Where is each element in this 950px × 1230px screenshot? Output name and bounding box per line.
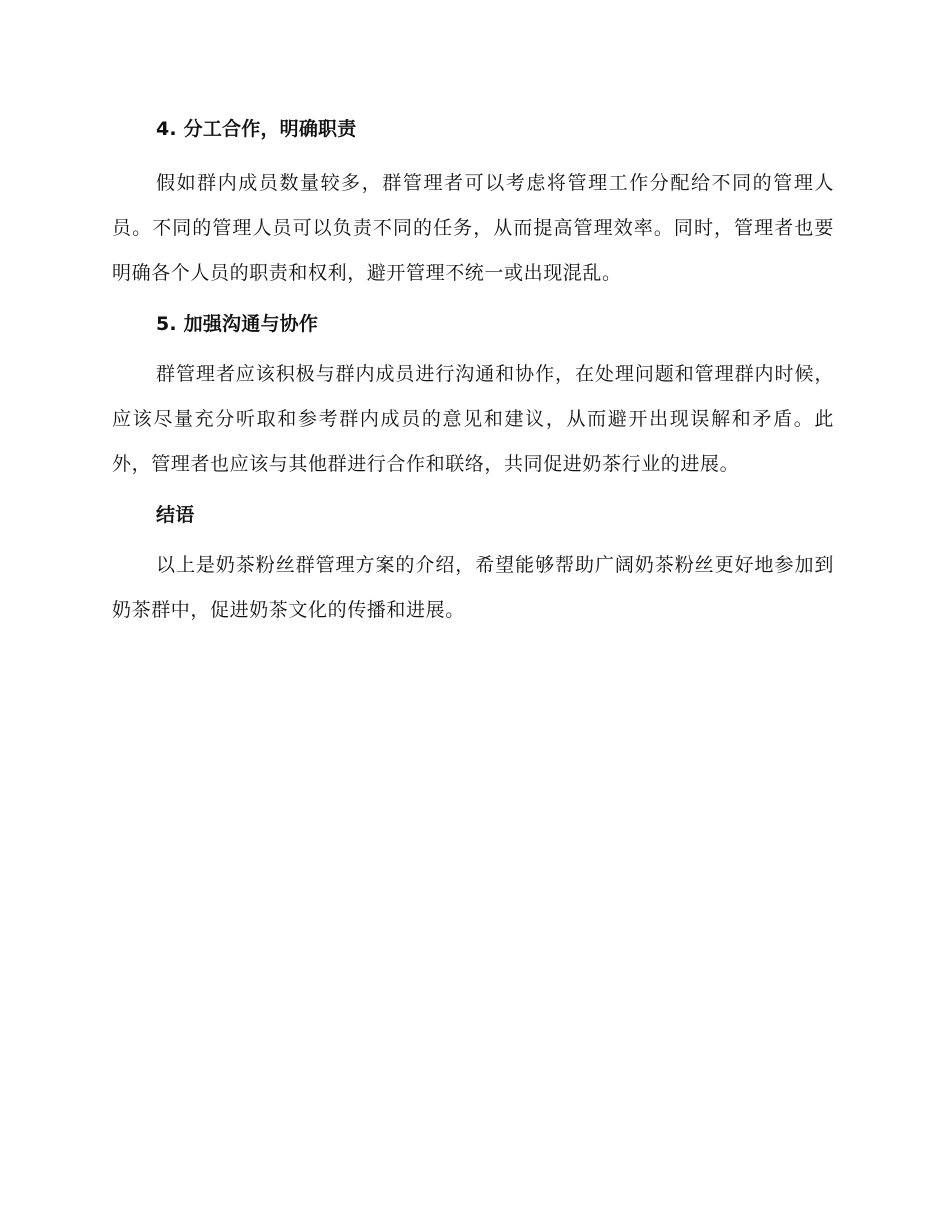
section-heading-division-of-labor: 4. 分工合作，明确职责 [156,118,357,140]
section-heading-conclusion: 结语 [156,504,195,526]
document-body [112,113,834,633]
section-heading-communication: 5. 加强沟通与协作 [156,313,319,335]
section-paragraph-communication: 群管理者应该积极与群内成员进行沟通和协作，在处理问题和管理群内时候，应该尽量充分听取和参考群内成员的意见和建议，从而避开出现误解和矛盾。此外，管理者也应该与其他群进行合作和联络，共同促进奶茶行业的进展。 [112,363,834,475]
section-paragraph-conclusion: 以上是奶茶粉丝群管理方案的介绍，希望能够帮助广阔奶茶粉丝更好地参加到奶茶群中，促进奶茶文化的传播和进展。 [112,554,834,621]
section-paragraph-division-of-labor: 假如群内成员数量较多，群管理者可以考虑将管理工作分配给不同的管理人员。不同的管理人员可以负责不同的任务，从而提高管理效率。同时，管理者也要明确各个人员的职责和权利，避开管理不统一或出现混乱。 [112,172,834,284]
